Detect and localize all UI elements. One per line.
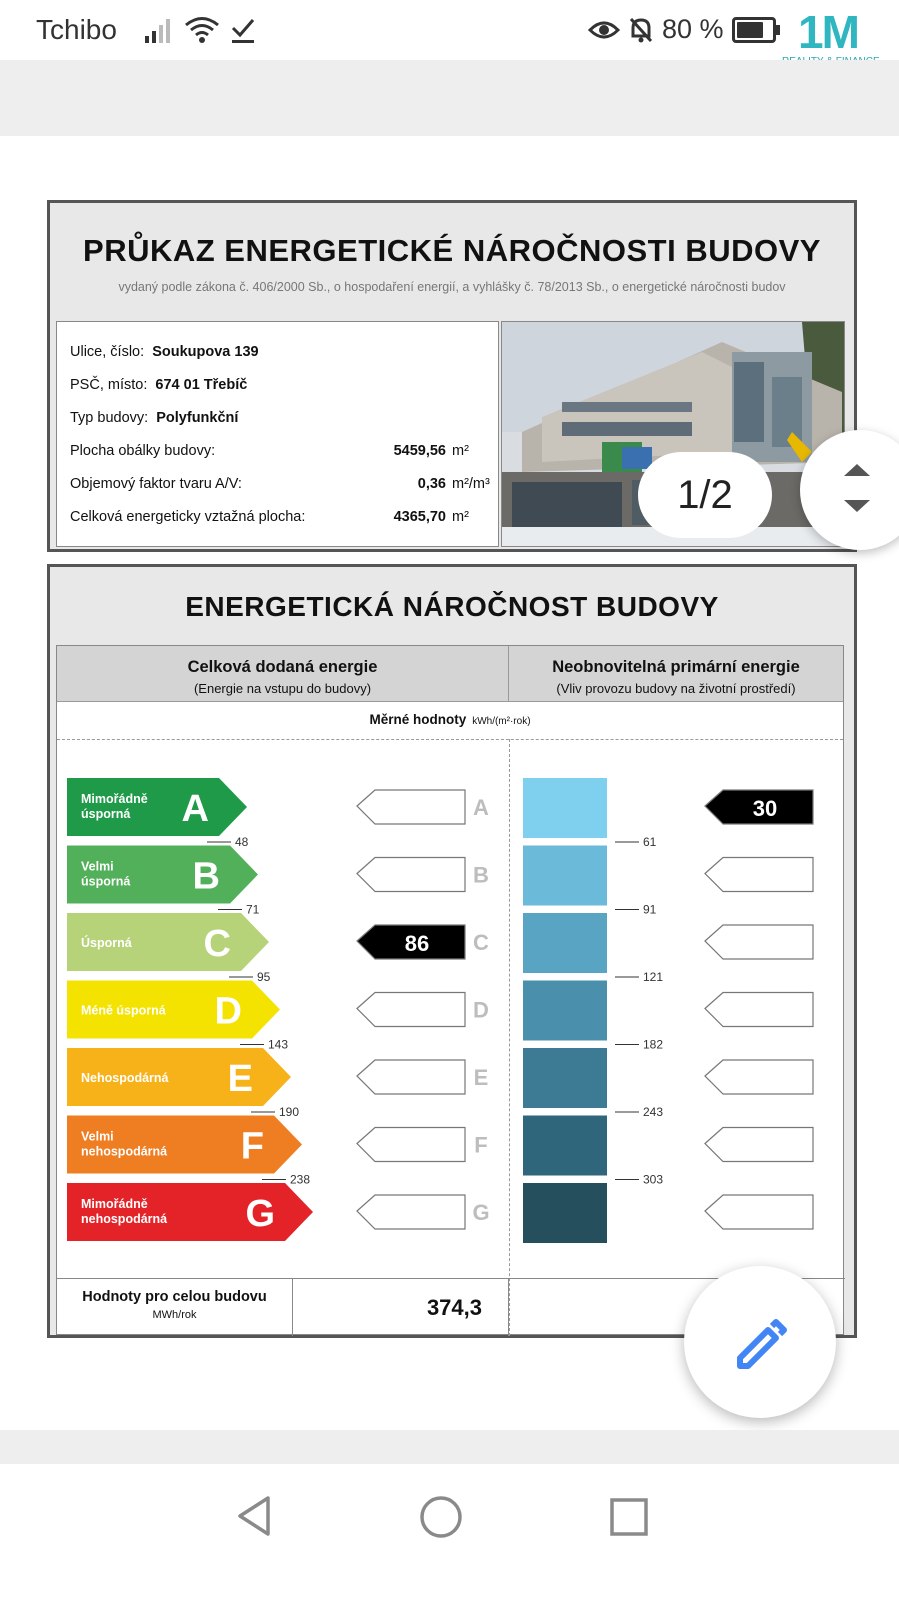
class-letter-g: G — [245, 1193, 275, 1235]
left-pointer-e — [357, 1060, 465, 1094]
right-header-title: Neobnovitelná primární energie — [552, 658, 800, 676]
status-right — [588, 14, 776, 45]
class-label-b: Velmi — [81, 859, 114, 874]
energy-rating-card — [47, 564, 857, 1338]
wifi-icon — [184, 16, 220, 44]
right-bar-a — [523, 778, 607, 838]
back-triangle-icon[interactable] — [232, 1494, 276, 1538]
right-column-header — [509, 646, 843, 702]
left-pointer-a — [357, 790, 465, 824]
class-letter-d: D — [214, 990, 242, 1033]
right-limit-label-c: 121 — [643, 970, 664, 984]
info-row-street: Ulice, číslo: Soukupova 139 — [70, 344, 259, 360]
left-pointer-g — [357, 1195, 465, 1229]
info-row-shape-factor: Objemový faktor tvaru A/V: 0,36 m²/m³ — [70, 476, 490, 492]
right-pointer-g — [705, 1195, 813, 1229]
limit-label-d: 143 — [268, 1037, 289, 1052]
left-header-subtitle: (Energie na vstupu do budovy) — [193, 681, 372, 696]
right-pointer-d — [705, 993, 813, 1027]
right-pointer-e — [705, 1060, 813, 1094]
limit-label-e: 190 — [279, 1105, 300, 1119]
right-bar-c — [523, 913, 607, 973]
class-label-f-line2: nehospodárná — [81, 1144, 168, 1159]
carrier-name: Tchibo — [36, 14, 117, 45]
left-pointer-letter-a: A — [473, 795, 489, 820]
totals-value: 374,3 — [293, 1279, 509, 1336]
class-label-f: Velmi — [81, 1129, 114, 1144]
logo — [798, 6, 890, 67]
left-pointer-letter-c: C — [473, 930, 489, 955]
left-pointer-f — [357, 1128, 465, 1162]
viewer-toolbar-gap — [0, 60, 899, 136]
class-letter-e: E — [227, 1058, 253, 1100]
battery-percent: 80 % — [662, 14, 724, 44]
right-limit-label-b: 91 — [643, 902, 657, 917]
specific-values-label: Měrné hodnoty kWh/(m²·rok) — [369, 712, 531, 727]
info-row-zip: PSČ, místo: 674 01 Třebíč — [70, 377, 248, 393]
page-indicator: 1/2 — [638, 452, 772, 538]
class-label-g-line2: nehospodárná — [81, 1212, 168, 1226]
right-bar-f — [523, 1116, 607, 1176]
left-column-header — [57, 646, 509, 702]
bell-off-icon — [628, 16, 654, 44]
right-limit-label-a: 61 — [643, 835, 657, 849]
right-bar-g — [523, 1183, 607, 1243]
right-bar-d — [523, 981, 607, 1041]
right-header-subtitle: (Vliv provozu budovy na životní prostředí) — [556, 681, 796, 696]
right-bar-e — [523, 1048, 607, 1108]
status-bar — [0, 0, 899, 60]
right-pointer-b — [705, 858, 813, 892]
home-circle-icon[interactable] — [418, 1494, 464, 1540]
eye-icon — [588, 18, 620, 42]
left-value: 86 — [404, 931, 430, 956]
class-label-b-line2: úsporná — [81, 874, 131, 889]
dotted-divider — [57, 739, 843, 740]
left-pointer-letter-b: B — [473, 862, 489, 888]
right-limit-label-e: 243 — [643, 1105, 664, 1119]
class-label-d: Méně úsporná — [81, 1003, 166, 1018]
totals-label: Hodnoty pro celou budovu MWh/rok — [57, 1279, 293, 1336]
download-check-icon — [230, 16, 256, 44]
certificate-subtitle: vydaný podle zákona č. 406/2000 Sb., o hospodaření energií, a vyhlášky č. 78/2013 Sb., o energetické náročnosti budov — [118, 280, 786, 294]
chevron-down-icon[interactable] — [842, 496, 872, 516]
recents-square-icon[interactable] — [608, 1496, 650, 1538]
right-bar-b — [523, 846, 607, 906]
class-label-g: Mimořádně — [81, 1197, 148, 1211]
left-pointer-b — [357, 858, 465, 892]
class-label-e: Nehospodárná — [81, 1071, 169, 1085]
right-limit-label-d: 182 — [643, 1037, 664, 1052]
left-pointer-letter-f: F — [474, 1132, 488, 1158]
info-row-total-area: Celková energeticky vztažná plocha: 4365,70 m² — [70, 509, 469, 525]
left-pointer-d — [357, 993, 465, 1027]
chevron-up-icon[interactable] — [842, 460, 872, 480]
rating-table — [56, 645, 844, 1335]
rating-title: ENERGETICKÁ NÁROČNOST BUDOVY — [185, 591, 719, 622]
class-letter-a: A — [181, 788, 209, 830]
left-header-title: Celková dodaná energie — [187, 658, 378, 676]
class-letter-b: B — [192, 855, 220, 898]
building-info — [56, 321, 499, 547]
right-pointer-f — [705, 1128, 813, 1162]
battery-icon — [732, 17, 776, 43]
viewer-bottom-gap — [0, 1430, 899, 1464]
limit-label-a: 48 — [235, 835, 249, 849]
right-limit-label-f: 303 — [643, 1172, 664, 1187]
limit-label-f: 238 — [290, 1172, 311, 1187]
signal-icon — [144, 16, 174, 44]
class-letter-c: C — [203, 923, 231, 965]
edit-button[interactable] — [684, 1266, 836, 1418]
info-row-envelope: Plocha obálky budovy: 5459,56 m² — [70, 443, 469, 459]
limit-label-c: 95 — [257, 970, 271, 984]
left-pointer-letter-d: D — [473, 997, 489, 1023]
left-pointer-letter-g: G — [472, 1200, 490, 1225]
info-row-type: Typ budovy: Polyfunkční — [70, 410, 239, 426]
right-value: 30 — [752, 796, 778, 821]
right-pointer-c — [705, 925, 813, 959]
document-page[interactable] — [0, 136, 899, 1456]
class-label-c: Úsporná — [81, 936, 132, 950]
limit-label-b: 71 — [246, 902, 260, 917]
system-nav-bar — [0, 1464, 899, 1599]
logo-mark: 1M — [798, 6, 858, 58]
class-label-a-line2: úsporná — [81, 807, 131, 821]
energy-scale — [57, 742, 843, 1282]
class-letter-f: F — [240, 1125, 264, 1168]
pencil-icon — [730, 1312, 790, 1372]
class-label-a: Mimořádně — [81, 792, 148, 806]
left-pointer-letter-e: E — [473, 1065, 489, 1090]
certificate-title: PRŮKAZ ENERGETICKÉ NÁROČNOSTI BUDOVY — [83, 233, 821, 268]
status-icons — [144, 16, 256, 44]
